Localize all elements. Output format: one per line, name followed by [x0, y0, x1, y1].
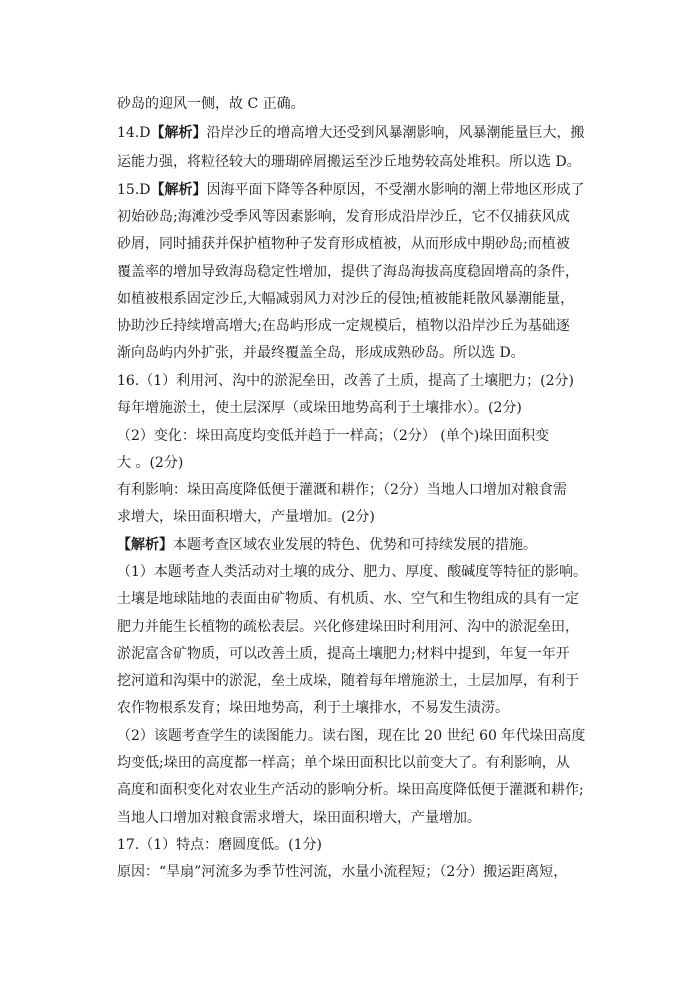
analysis-tag: 【解析】	[150, 125, 207, 141]
text-line: 14.D【解析】沿岸沙丘的增高增大还受到风暴潮影响，风暴潮能量巨大，搬	[117, 125, 585, 141]
text-line: （2）变化：垛田高度均变低并趋于一样高；（2分） (单个)垛田面积变	[117, 428, 550, 444]
text-line: 当地人口增加对粮食需求增大，垛田面积增大，产量增加。	[117, 810, 481, 826]
text-line: 求增大，垛田面积增大，产量增加。(2分)	[117, 509, 375, 525]
text-line: 初始砂岛;海滩沙受季风等因素影响，发育形成沿岸沙丘，它不仅捕获风成	[117, 209, 570, 225]
text-line: 砂屑，同时捕获并保护植物种子发育形成植被，从而形成中期砂岛;而植被	[117, 236, 570, 252]
text-line: 每年增施淤土，使土层深厚（或垛田地势高利于土壤排水）。(2分)	[117, 400, 522, 416]
text-line: 土壤是地球陆地的表面由矿物质、有机质、水、空气和生物组成的具有一定	[117, 591, 579, 607]
text-line: 原因：“旱扇”河流多为季节性河流，水量小流程短；（2分）搬运距离短，	[117, 864, 568, 880]
text-line: 农作物根系发育；垛田地势高，利于土壤排水，不易发生渍涝。	[117, 700, 509, 716]
text-line: 肥力并能生长植物的疏松表层。兴化修建垛田时利用河、沟中的淤泥垒田，	[117, 619, 579, 635]
analysis-tag: 【解析】	[150, 182, 207, 198]
analysis-tag: 【解析】	[117, 537, 173, 553]
text-line: 【解析】本题考查区域农业发展的特色、优势和可持续发展的措施。	[117, 537, 537, 553]
text-line: 17.（1）特点：磨圆度低。(1分)	[117, 837, 323, 853]
text-line: 协助沙丘持续增高增大;在岛屿形成一定规模后，植物以沿岸沙丘为基础逐	[117, 318, 570, 334]
text-line: 如植被根系固定沙丘,大幅减弱风力对沙丘的侵蚀;植被能耗散风暴潮能量，	[117, 291, 575, 307]
text-line: （2）该题考查学生的读图能力。读右图，现在比 20 世纪 60 年代垛田高度	[117, 728, 586, 744]
text-line: 有利影响：垛田高度降低便于灌溉和耕作；（2分）当地人口增加对粮食需	[117, 482, 567, 498]
text-line: 运能力强，将粒径较大的珊瑚碎屑搬运至沙丘地势较高处堆积。所以选 D。	[117, 154, 581, 170]
text-line: 高度和面积变化对农业生产活动的影响分析。垛田高度降低便于灌溉和耕作;	[117, 782, 584, 798]
text-line: （1）本题考查人类活动对土壤的成分、肥力、厚度、酸碱度等特征的影响。	[117, 564, 587, 580]
text-line: 挖河道和沟渠中的淤泥，垒土成垛，随着每年增施淤土，土层加厚，有利于	[117, 673, 579, 689]
text-line: 15.D【解析】因海平面下降等各种原因，不受潮水影响的潮上带地区形成了	[117, 182, 585, 198]
text-line: 渐向岛屿内外扩张，并最终覆盖全岛，形成成熟砂岛。所以选 D。	[117, 345, 525, 361]
text-line: 大 。(2分)	[117, 455, 184, 471]
text-line: 淤泥富含矿物质，可以改善土质，提高土壤肥力;材料中提到，年复一年开	[117, 646, 570, 662]
text-line: 16.（1）利用河、沟中的淤泥垒田，改善了土质，提高了土壤肥力；(2分)	[117, 373, 575, 389]
text-line: 覆盖率的增加导致海岛稳定性增加，提供了海岛海拔高度稳固增高的条件，	[117, 264, 579, 280]
text-line: 砂岛的迎风一侧，故 C 正确。	[117, 96, 305, 112]
text-line: 均变低;垛田的高度都一样高；单个垛田面积比以前变大了。有利影响，从	[117, 755, 570, 771]
